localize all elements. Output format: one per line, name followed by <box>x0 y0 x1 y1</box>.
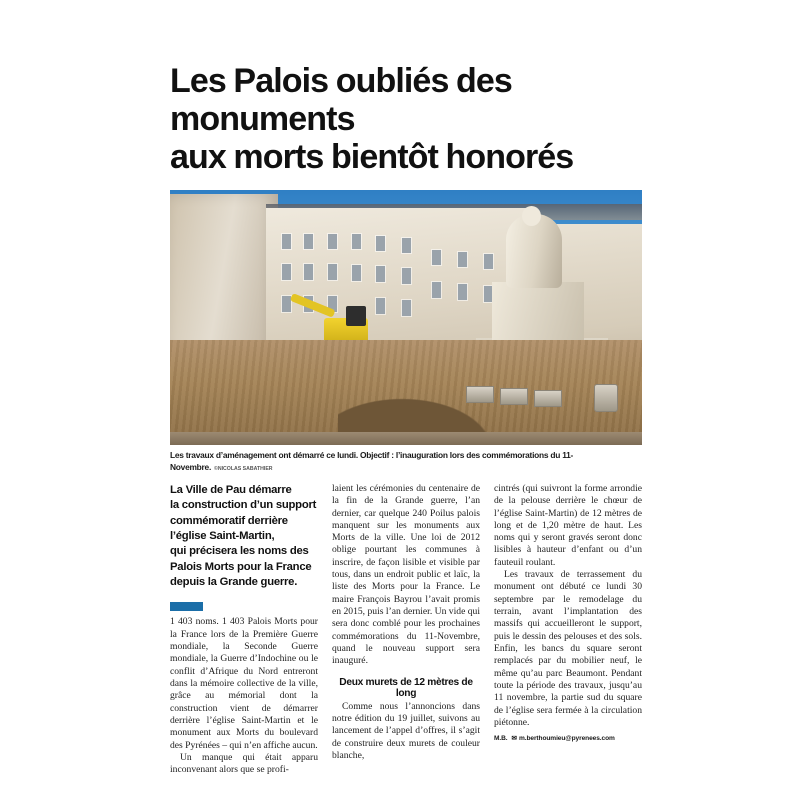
excavator-cab <box>346 306 366 326</box>
byline-initials: M.B. <box>494 735 508 743</box>
window <box>328 234 337 249</box>
paragraph: Les travaux de terrassement du monument ont débuté ce lundi 30 septembre par le remodelage du terrain, avant l’implantation des massifs qui accueilleront le support, puis le dessin des pelouses et des sols. Enfin, les bancs du square seront remplacés par du mobilier neuf, le même qu’au parc Beaumont. Pendant toute la période des travaux, jusqu’au 11 novembre, la partie sud du square de l’église sera fermée à la circulation piétonne. <box>494 569 642 728</box>
window <box>402 238 411 253</box>
mail-icon: ✉ <box>511 735 517 743</box>
headline-line-2: aux morts bientôt honorés <box>170 138 574 177</box>
standfirst <box>170 483 318 591</box>
window <box>352 234 361 249</box>
byline <box>494 734 642 742</box>
standfirst-line: qui précisera les noms des <box>170 545 309 558</box>
monument-pedestal <box>492 282 584 342</box>
page-title <box>170 62 642 176</box>
window <box>282 234 291 249</box>
paragraph: Un manque qui était apparu inconvenant alors que se profi- <box>170 751 318 776</box>
column-3 <box>494 483 642 777</box>
standfirst-line: commémoratif derrière <box>170 514 288 527</box>
byline-email[interactable]: m.berthoumieu@pyrenees.com <box>518 735 615 743</box>
standfirst-line: La Ville de Pau démarre <box>170 483 292 496</box>
article-container <box>170 62 642 777</box>
window <box>376 236 385 251</box>
window <box>432 250 441 265</box>
window <box>458 284 467 300</box>
window <box>432 282 441 298</box>
photo-credit: ©NICOLAS SABATHIER <box>214 465 273 472</box>
standfirst-line: Palois Morts pour la France <box>170 560 312 573</box>
material-pallet <box>594 384 618 412</box>
section-subheading: Deux murets de 12 mètres de long <box>339 676 473 699</box>
material-pallet <box>466 386 494 403</box>
caption-text: Les travaux d’aménagement ont démarré ce lundi. Objectif : l’inauguration lors des commémorations du 11-Novembre. <box>170 450 574 472</box>
window <box>376 266 385 282</box>
paragraph: cintrés (qui suivront la forme arrondie de la pelouse derrière le chœur de l’église Saint-Martin) de 12 mètres de long et de 1,20 mètre de haut. Les noms qui y seront gravés seront donc lisibles à hauteur d’enfant ou d’un fauteuil roulant. <box>494 482 642 568</box>
material-pallet <box>500 388 528 405</box>
photo-scene <box>170 190 642 445</box>
article-photo <box>170 190 642 445</box>
window <box>402 268 411 284</box>
window <box>458 252 467 267</box>
window <box>484 254 493 269</box>
window <box>402 300 411 316</box>
standfirst-line: depuis la Grande guerre. <box>170 576 298 589</box>
standfirst-line: l’église Saint-Martin, <box>170 530 275 542</box>
material-pallet <box>534 390 562 407</box>
window <box>376 298 385 314</box>
window <box>304 264 313 280</box>
paragraph: laient les cérémonies du centenaire de la fin de la Grande guerre, l’an dernier, car quelque 240 Poilus palois manquent sur les monuments aux Morts de la ville. Une loi de 2012 oblige pourtant les communes à inscrire, de façon lisible et visible par tous, dans un endroit public et laïc, la liste des Morts pour la France. Le maire François Bayrou l’avait promis en 2015, puis l’an dernier. Un vide qui sera donc comblé pour les prochaines commémorations du 11-Novembre, quand le nouveau support sera inauguré. <box>332 482 480 667</box>
article-columns <box>170 483 642 777</box>
paragraph: Comme nous l’annoncions dans notre édition du 19 juillet, suivons au lancement de l’appel d’offres, il s’agit de construire deux murets de couleur blanche, <box>332 700 480 761</box>
building-left <box>170 194 278 364</box>
headline-line-1: Les Palois oubliés des monuments <box>170 62 512 139</box>
section-marker <box>170 602 203 611</box>
column-1 <box>170 483 318 777</box>
window <box>304 234 313 249</box>
window <box>328 264 337 280</box>
standfirst-line: la construction d’un support <box>170 499 317 512</box>
window <box>352 265 361 281</box>
column-2 <box>332 483 480 777</box>
paragraph: 1 403 noms. 1 403 Palois Morts pour la France lors de la Première Guerre mondiale, la Seconde Guerre mondiale, la Guerre d’Indochine ou le conflit d’Afrique du Nord entreront dans la mémoire collective de la ville, grâce au mémorial dont la construction vient de démarrer derrière l’église Saint-Martin et le monument aux Morts du boulevard des Pyrénées – qui n’en affiche aucun. <box>170 616 318 751</box>
photo-caption <box>170 445 642 473</box>
kerb <box>170 432 642 445</box>
window <box>282 264 291 280</box>
